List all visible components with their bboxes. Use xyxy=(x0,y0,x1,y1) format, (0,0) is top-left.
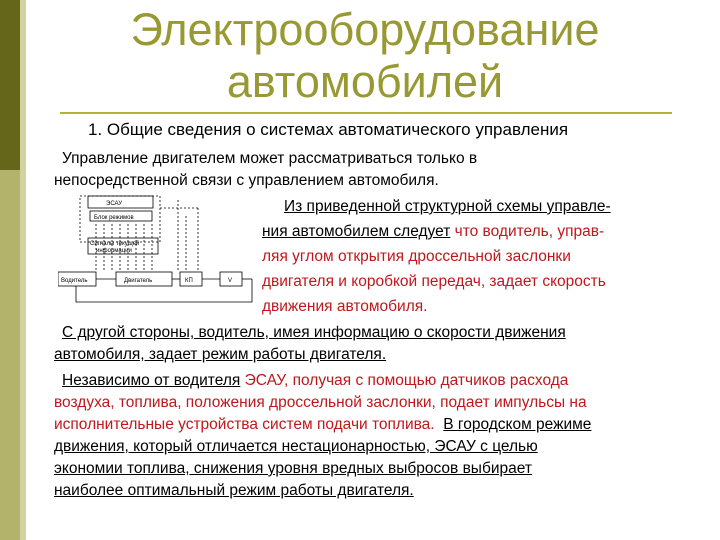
p1-line-1: Управление двигателем может рассматриваться только в xyxy=(62,150,478,167)
decor-strip xyxy=(20,0,26,540)
slide-title xyxy=(40,4,690,108)
decor-band-dark xyxy=(0,0,20,170)
p2-line-4: двигателя и коробкой передач, задает скорость xyxy=(262,273,606,290)
diagram-label-signals: Сигналы текущей xyxy=(90,241,140,247)
paragraph-1 xyxy=(54,148,674,192)
section-heading: 1. Общие сведения о системах автоматического управления xyxy=(88,120,569,139)
p2-line-3: ляя углом открытия дроссельной заслонки xyxy=(262,248,571,265)
p1-line-2: непосредственной связи с управлением автомобиля. xyxy=(54,172,439,189)
paragraph-4 xyxy=(54,370,674,502)
p4-line-5: экономии топлива, снижения уровня вредных выбросов выбирает xyxy=(54,460,532,477)
diagram-label-esau: ЭСАУ xyxy=(106,201,123,207)
p3-line-2: автомобиля, задает режим работы двигателя. xyxy=(54,346,387,363)
p4-red-3: исполнительные устройства систем подачи топлива. xyxy=(54,416,435,433)
left-decor-bar xyxy=(0,0,30,540)
p4-underlined-1: Независимо от водителя xyxy=(62,372,241,389)
diagram-label-signals-2: информации xyxy=(96,248,132,254)
title-divider xyxy=(60,112,672,114)
p2-line-2 xyxy=(262,219,682,244)
p4-line-3 xyxy=(54,414,674,436)
p2-line-5: движения автомобиля. xyxy=(262,298,428,315)
diagram-label-engine: Двигатель xyxy=(124,278,153,284)
title-line-1: Электрооборудование xyxy=(130,4,600,55)
title-line-2: автомобилей xyxy=(226,56,504,107)
p2-underlined-1: Из приведенной структурной схемы управле- xyxy=(284,198,611,215)
p2-underlined-2: ния автомобилем следует xyxy=(262,223,451,240)
p4-line-4: движения, который отличается нестационарностью, ЭСАУ с целью xyxy=(54,438,538,455)
p4-line-2: воздуха, топлива, положения дроссельной заслонки, подает импульсы на xyxy=(54,394,587,411)
diagram-label-driver: Водитель xyxy=(61,278,88,284)
p4-underlined-3: В городском режиме xyxy=(443,416,592,433)
paragraph-3 xyxy=(54,322,674,366)
p2-line-1 xyxy=(262,194,682,219)
diagram-label-gearbox: КП xyxy=(185,278,193,284)
p4-line-6: наиболее оптимальный режим работы двигателя. xyxy=(54,482,414,499)
p2-red-2: что водитель, управ- xyxy=(450,223,605,240)
p4-line-1 xyxy=(54,370,674,392)
p4-red-1: ЭСАУ, получая с помощью датчиков расхода xyxy=(240,372,569,389)
paragraph-2 xyxy=(262,194,682,319)
diagram-label-speed: V xyxy=(228,278,233,284)
p3-line-1: С другой стороны, водитель, имея информацию о скорости движения xyxy=(62,324,566,341)
diagram-label-modes: Блок режимов xyxy=(94,215,134,221)
control-structure-diagram xyxy=(58,190,253,308)
decor-band-olive xyxy=(0,170,20,540)
